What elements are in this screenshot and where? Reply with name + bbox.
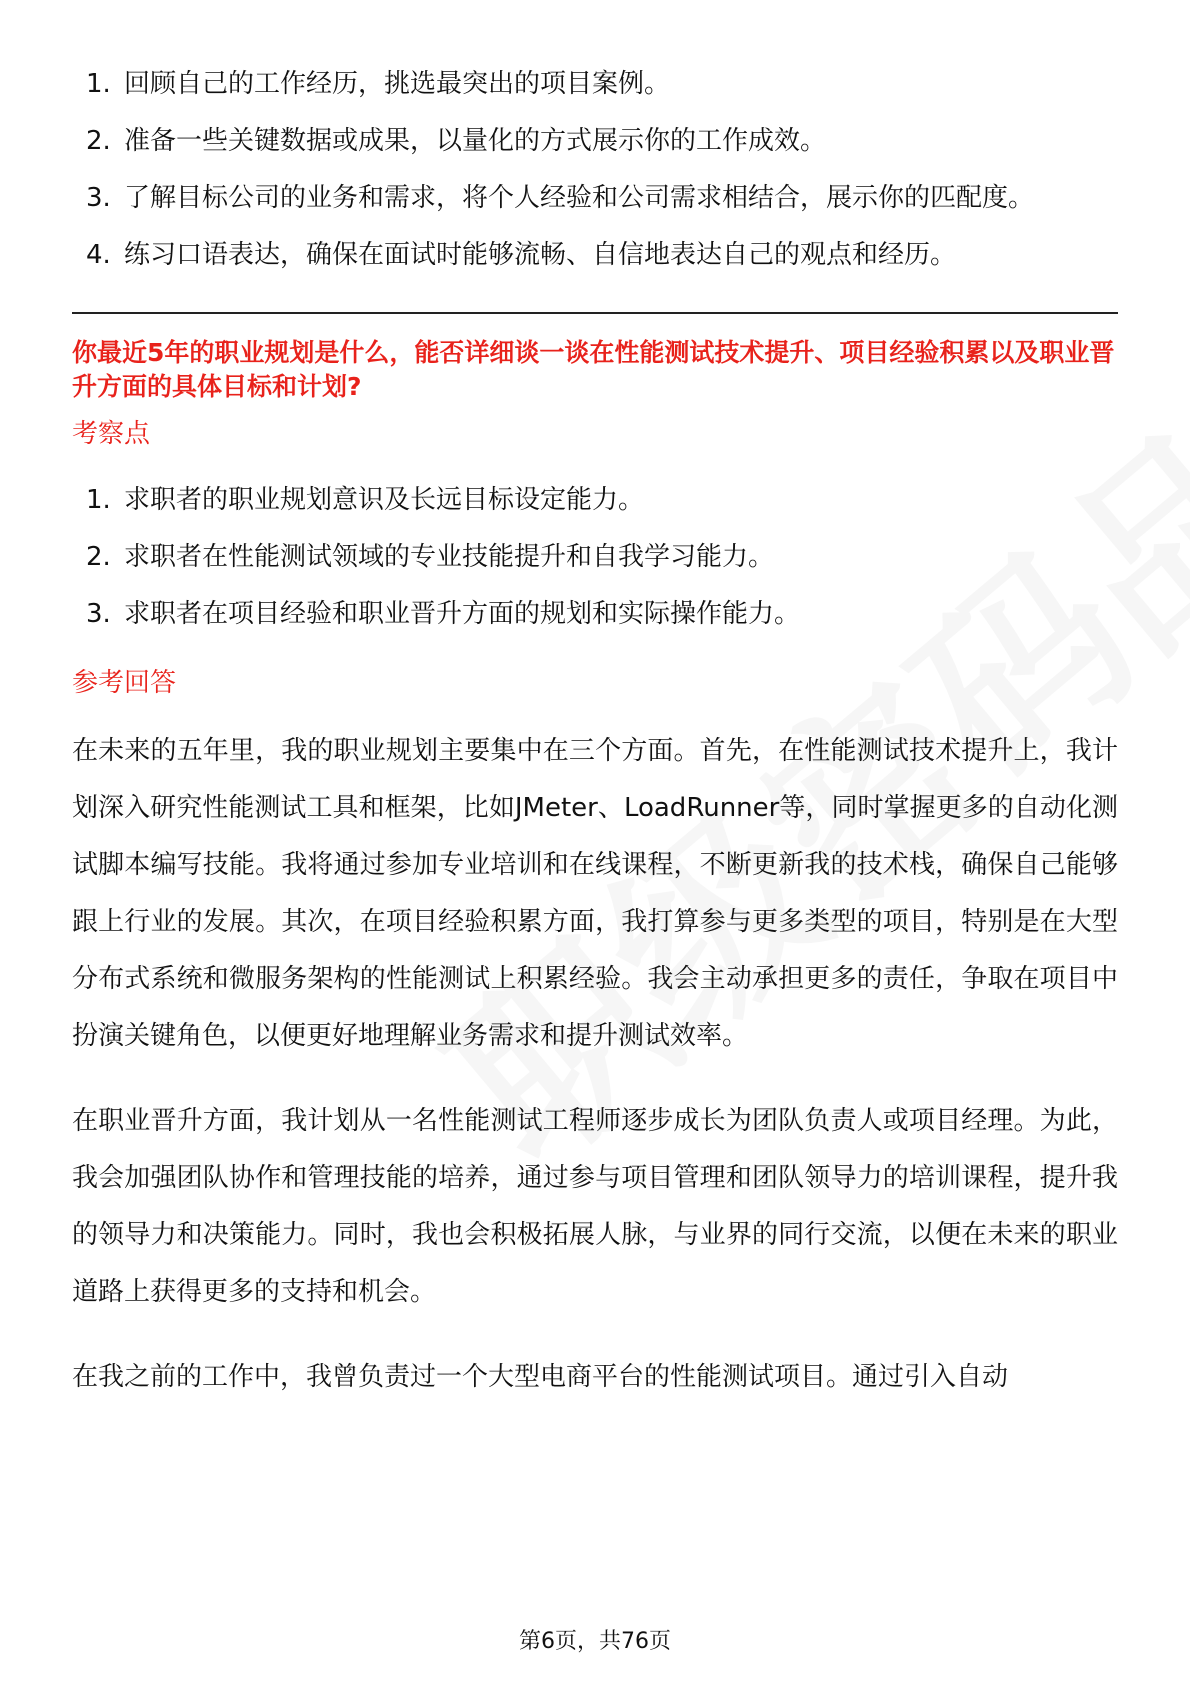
list-number: 4. xyxy=(86,240,111,270)
list-text: 练习口语表达，确保在面试时能够流畅、自信地表达自己的观点和经历。 xyxy=(124,240,957,270)
list-item xyxy=(72,113,1118,170)
list-number: 1. xyxy=(86,69,111,99)
list-number: 1. xyxy=(86,485,111,515)
list-number: 3. xyxy=(86,599,111,629)
page-footer: 第6页，共76页 xyxy=(519,1629,671,1654)
list-item xyxy=(72,472,1118,529)
list-text: 求职者的职业规划意识及长远目标设定能力。 xyxy=(124,485,645,515)
list-number: 2. xyxy=(86,542,111,572)
answer-paragraph: 在未来的五年里，我的职业规划主要集中在三个方面。首先，在性能测试技术提升上，我计划深入研究性能测试工具和框架，比如JMeter、LoadRunner等，同时掌握更多的自动化测试脚本编写技能。我将通过参加专业培训和在线课程，不断更新我的技术栈，确保自己能够跟上行业的发展。其次，在项目经验积累方面，我打算参与更多类型的项目，特别是在大型分布式系统和微服务架构的性能测试上积累经验。我会主动承担更多的责任，争取在项目中扮演关键角色，以便更好地理解业务需求和提升测试效率。 xyxy=(72,736,1118,1051)
list-item xyxy=(72,529,1118,586)
list-text: 了解目标公司的业务和需求，将个人经验和公司需求相结合，展示你的匹配度。 xyxy=(124,183,1035,213)
list-item xyxy=(72,170,1118,227)
answer-paragraph: 在职业晋升方面，我计划从一名性能测试工程师逐步成长为团队负责人或项目经理。为此，我会加强团队协作和管理技能的培养，通过参与项目管理和团队领导力的培训课程，提升我的领导力和决策能力。同时，我也会积极拓展人脉，与业界的同行交流，以便在未来的职业道路上获得更多的支持和机会。 xyxy=(72,1106,1118,1307)
points-label: 考察点 xyxy=(72,419,151,449)
tips-list xyxy=(72,56,1118,284)
points-list xyxy=(72,472,1118,643)
question-heading: 你最近5年的职业规划是什么，能否详细谈一谈在性能测试技术提升、项目经验积累以及职业晋升方面的具体目标和计划? xyxy=(72,338,1115,401)
document-page xyxy=(72,56,1118,1434)
list-text: 回顾自己的工作经历，挑选最突出的项目案例。 xyxy=(124,69,671,99)
list-text: 准备一些关键数据或成果，以量化的方式展示你的工作成效。 xyxy=(124,126,827,156)
list-number: 3. xyxy=(86,183,111,213)
list-item xyxy=(72,586,1118,643)
list-text: 求职者在项目经验和职业晋升方面的规划和实际操作能力。 xyxy=(124,599,801,629)
list-item xyxy=(72,56,1118,113)
list-number: 2. xyxy=(86,126,111,156)
answer-paragraph: 在我之前的工作中，我曾负责过一个大型电商平台的性能测试项目。通过引入自动 xyxy=(72,1362,1009,1392)
list-item xyxy=(72,227,1118,284)
list-text: 求职者在性能测试领域的专业技能提升和自我学习能力。 xyxy=(124,542,775,572)
section-divider xyxy=(72,312,1118,314)
answer-label: 参考回答 xyxy=(72,668,177,698)
